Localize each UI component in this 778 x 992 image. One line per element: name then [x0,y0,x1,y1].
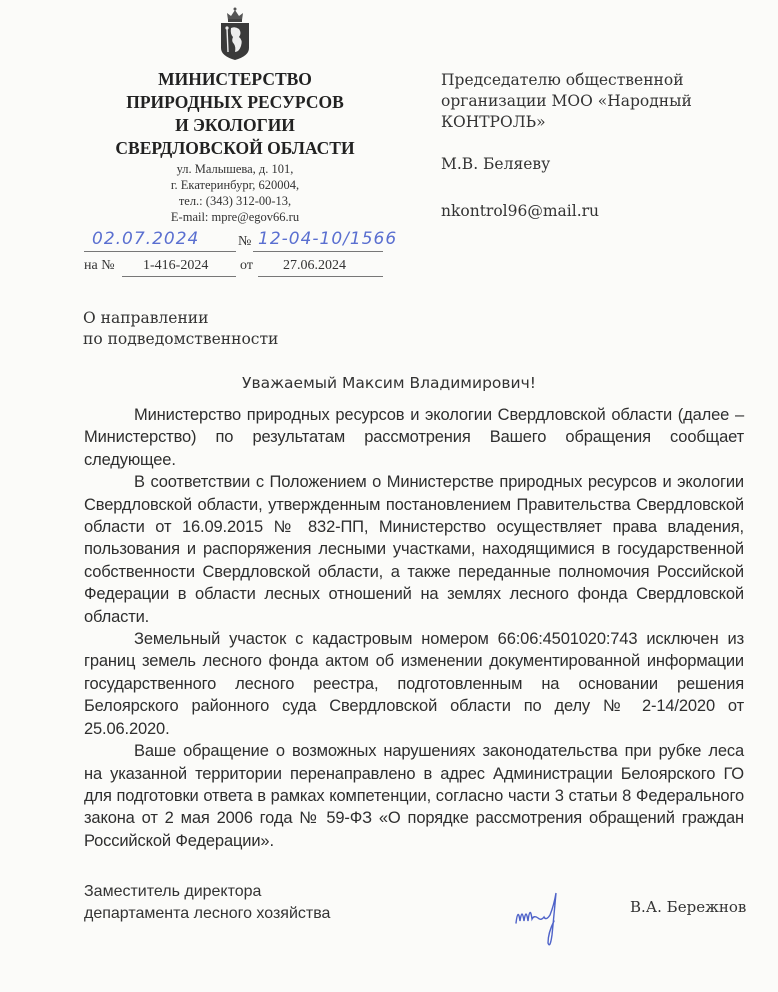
body-paragraph: Министерство природных ресурсов и экологии Свердловской области (далее – Министерство) по результатам рассмотрения Вашего обращения сообщает следующее. [84,406,744,469]
outgoing-date: 02.07.2024 [92,229,200,249]
recipient-line: Председателю общественной [441,71,684,89]
outgoing-number: 12-04-10/1566 [258,229,398,249]
recipient-block [441,70,741,222]
in-reply-label: на № [84,258,115,273]
subject [83,308,278,350]
recipient-line: КОНТРОЛЬ» [441,113,546,131]
ministry-name-line: ПРИРОДНЫХ РЕСУРСОВ [126,92,344,112]
ministry-name-line: СВЕРДЛОВСКОЙ ОБЛАСТИ [115,138,355,158]
body-paragraph: В соответствии с Положением о Министерстве природных ресурсов и экологии Свердловской области, утвержденным постановлением Правительства Свердловской области от 16.09.2015 № 832-ПП, Министерство осуществляет права владения, пользования и распоряжения лесными участками, находящимися в государственной собственности Свердловской области, а также переданные полномочия Российской Федерации в области лесных отношений на землях лесного фонда Свердловской области. [84,473,744,626]
ministry-name-line: МИНИСТЕРСТВО [158,69,312,89]
number-label: № [238,234,252,249]
ministry-header [90,68,380,225]
date-underline [84,251,236,252]
in-reply-underline [122,276,236,277]
signer-position-line: Заместитель директора [84,883,262,900]
address-line: ул. Малышева, д. 101, [176,162,294,176]
ministry-name-line: И ЭКОЛОГИИ [175,115,295,135]
signer-position [84,881,330,925]
recipient-name: М.В. Беляеву [441,155,551,173]
recipient-line: организации МОО «Народный [441,92,692,110]
address-line: тел.: (343) 312-00-13, [178,194,292,208]
signer-name: В.А. Бережнов [630,898,747,916]
greeting: Уважаемый Максим Владимирович! [242,374,536,392]
number-underline [253,251,383,252]
subject-line: О направлении [83,309,209,327]
from-label: от [240,258,253,273]
in-reply-number: 1-416-2024 [143,258,209,273]
subject-line: по подведомственности [83,330,279,348]
in-reply-date: 27.06.2024 [283,258,346,273]
address-line: г. Екатеринбург, 620004, [170,178,300,192]
signer-position-line: департамента лесного хозяйства [84,905,331,922]
coat-of-arms-icon [217,6,253,62]
ministry-address [90,161,380,225]
in-reply-date-underline [258,276,383,277]
address-line: E-mail: mpre@egov66.ru [170,210,300,224]
body-paragraph: Земельный участок с кадастровым номером 66:06:4501020:743 исключен из границ земель лесного фонда актом об изменении документированной информации государственного лесного реестра, подготовленным на основании решения Белоярского районного суда Свердловской области по делу № 2-14/2020 от 25.06.2020. [84,630,744,738]
body-paragraph: Ваше обращение о возможных нарушениях законодательства при рубке леса на указанной территории перенаправлено в адрес Администрации Белоярского ГО для подготовки ответа в рамках компетенции, согласно части 3 статьи 8 Федерального закона от 2 мая 2006 года № 59-ФЗ «О порядке рассмотрения обращений граждан Российской Федерации». [84,742,744,850]
recipient-email[interactable]: nkontrol96@mail.ru [441,202,600,220]
handwritten-signature-icon [510,885,580,955]
letter-body [84,404,744,852]
